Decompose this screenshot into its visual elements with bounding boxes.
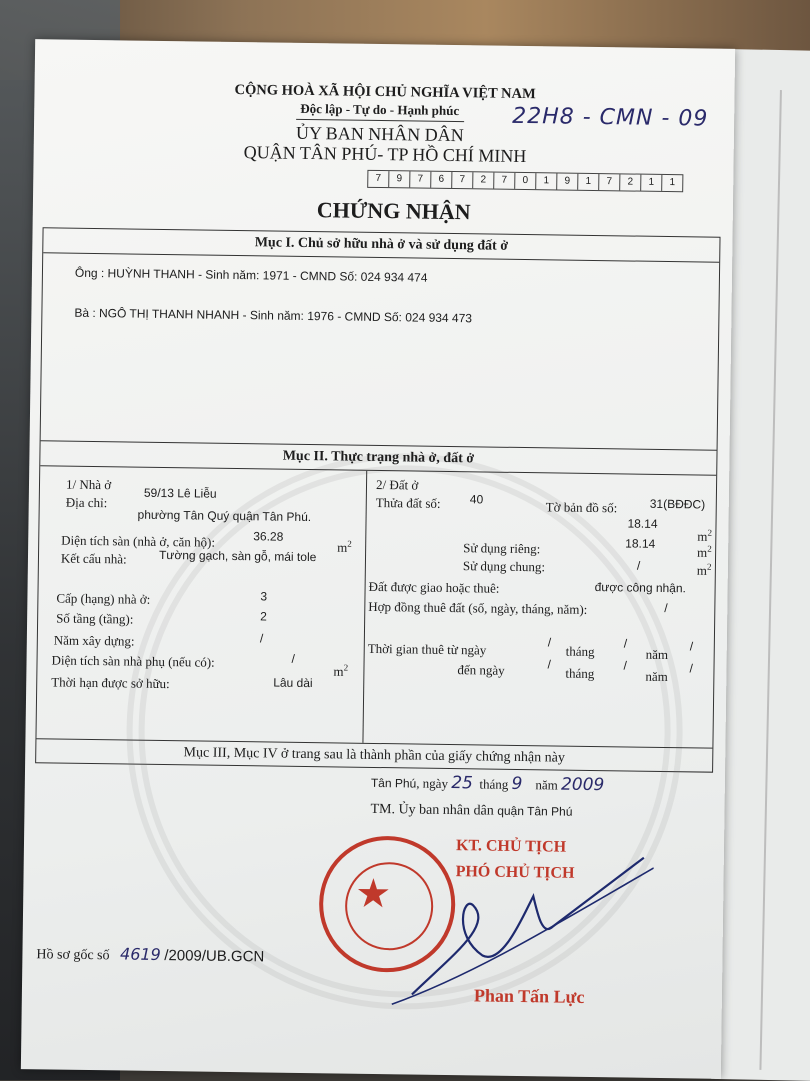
- serial-number-boxes: [367, 170, 683, 192]
- lease-to-year: /: [689, 661, 693, 676]
- common-use-label: Sử dụng chung:: [462, 558, 546, 575]
- owner-1-details: HUỲNH THANH - Sinh năm: 1971 - CMND Số: 024 934 474: [107, 266, 428, 285]
- signer-role-1: KT. CHỦ TỊCH: [455, 837, 567, 856]
- private-use-label: Sử dụng riêng:: [463, 540, 541, 557]
- parcel-label: Thửa đất số:: [375, 494, 441, 511]
- allocation-label: Đất được giao hoặc thuê:: [368, 578, 500, 596]
- lease-contract-label: Hợp đồng thuê đất (số, ngày, tháng, năm):: [368, 598, 588, 617]
- lease-to-month-label: tháng: [565, 665, 595, 682]
- signer-name: Phan Tấn Lực: [473, 985, 585, 1007]
- land-area-value: 18.14: [627, 516, 658, 531]
- issue-date-line: [371, 772, 605, 795]
- parcel-value: 40: [469, 492, 484, 507]
- serial-digit: 6: [431, 172, 452, 188]
- motto: Độc lập - Tự do - Hạnh phúc: [300, 100, 460, 119]
- section-3-note: Mục III, Mục IV ở trang sau là thành phần của giấy chứng nhận này: [36, 738, 712, 772]
- issue-month: 9: [511, 773, 523, 795]
- address-line-2: phường Tân Quý quận Tân Phú.: [137, 507, 312, 525]
- floor-area-value: 36.28: [253, 529, 284, 544]
- common-use-unit: m: [696, 562, 708, 578]
- lease-contract-value: /: [664, 601, 668, 616]
- org-line-1: ỦY BAN NHÂN DÂN: [295, 122, 464, 146]
- private-use-value: 18.14: [625, 536, 656, 551]
- private-use-unit: m: [697, 544, 708, 560]
- serial-digit: 7: [410, 171, 431, 187]
- district-name: quận Tân Phú: [497, 803, 573, 819]
- lease-to-day: /: [547, 657, 551, 672]
- lease-to-label: đến ngày: [457, 662, 505, 678]
- map-sheet-value: 31(BĐĐC): [649, 496, 706, 512]
- section-1-heading: Mục I. Chủ sở hữu nhà ở và sử dụng đất ở: [43, 228, 719, 262]
- house-label: 1/ Nhà ở: [65, 476, 112, 493]
- land-area-unit: m: [697, 528, 708, 544]
- year-label: năm: [535, 777, 558, 793]
- aux-area-value: /: [291, 651, 296, 666]
- owner-2-prefix: Bà :: [74, 305, 96, 321]
- certificate-page: [21, 39, 735, 1079]
- address-line-1: 59/13 Lê Liễu: [143, 485, 217, 501]
- ownership-term-label: Thời hạn được sở hữu:: [51, 674, 170, 692]
- serial-digit: 7: [368, 171, 389, 187]
- document-title: CHỨNG NHẬN: [316, 197, 471, 225]
- nation-heading: CỘNG HOÀ XÃ HỘI CHỦ NGHĨA VIỆT NAM: [234, 81, 536, 103]
- serial-digit: 7: [452, 172, 473, 188]
- aux-area-unit: m: [333, 663, 344, 679]
- aux-area-label: Diện tích sàn nhà phụ (nếu có):: [51, 652, 215, 670]
- grade-label: Cấp (hạng) nhà ở:: [56, 590, 151, 607]
- lease-to-year-label: năm: [645, 668, 668, 685]
- issue-place: Tân Phú: [370, 775, 417, 791]
- handwritten-reference: 22H8 - CMN - 09: [512, 103, 709, 132]
- owner-1-prefix: Ông :: [74, 265, 105, 281]
- address-label: Địa chỉ:: [65, 494, 108, 511]
- land-label: 2/ Đất ở: [375, 476, 419, 493]
- serial-digit: 9: [557, 173, 578, 189]
- certificate-table: Mục I. Chủ sở hữu nhà ở và sử dụng đất ở Ông : HUỲNH THANH - Sinh năm: 1971 - CMND Số: 024 934 474 Bà : NGÔ THỊ THANH NHANH - Sinh năm: 1976 - CMND Số: 024 934 473 Mục II. Thực trạng nhà ở, đất ở 1/ Nhà ở Địa chỉ: 59/13 Lê Liễu phường Tân Quý quận Tân Phú. Diện tích sàn (nhà ở, căn hộ): 36.28 $m^2$ Kết cấu nhà: Tường gạch, sàn gỗ, mái tole Cấp (hạng) nhà ở: 3 Số tầng (tầng): 2 Năm xây dựng: / Diện tích sàn nhà phụ (nếu có): / $m^2$ Thời hạn được sở hữu: Lâu dài 2/ Đất ở Thửa đất số: 40 Tờ bản đồ số: 31(BĐĐC) 18.14 $m^2$ Sử dụng riêng: 18.14 $m^2$ Sử dụng chung: / $m^2$ Đất được giao hoặc thuê: được công nhận. Hợp đồng thuê đất (số, ngày, tháng, năm): / Thời gian thuê từ ngày / tháng / năm / đến ngày / tháng / năm / Mục III, Mục IV ở trang sau là thành phần của giấy chứng nhận này: [35, 227, 720, 772]
- lease-from-month-label: tháng: [565, 643, 595, 660]
- file-number: 4619: [119, 944, 161, 965]
- structure-value: Tường gạch, sàn gỗ, mái tole: [158, 547, 317, 565]
- lease-from-month: /: [623, 636, 628, 651]
- star-icon: ★: [355, 870, 392, 917]
- common-use-value: /: [636, 558, 641, 573]
- serial-digit: 1: [641, 175, 662, 191]
- org-line-2: QUẬN TÂN PHÚ- TP HỒ CHÍ MINH: [243, 142, 527, 167]
- serial-digit: 7: [494, 173, 515, 189]
- lease-from-year-label: năm: [645, 646, 669, 663]
- signer-role-2: PHÓ CHỦ TỊCH: [455, 863, 575, 882]
- floors-value: 2: [260, 609, 267, 624]
- floor-area-label: Diện tích sàn (nhà ở, căn hộ):: [61, 532, 216, 550]
- on-behalf-label: TM. Ủy ban nhân dân: [370, 801, 494, 819]
- allocation-value: được công nhận.: [594, 580, 687, 596]
- date-label: , ngày: [416, 775, 449, 791]
- map-sheet-label: Tờ bản đồ số:: [545, 499, 618, 516]
- ownership-term-value: Lâu dài: [273, 675, 313, 691]
- grade-value: 3: [260, 589, 268, 604]
- section-2-heading: Mục II. Thực trạng nhà ở, đất ở: [40, 440, 716, 475]
- lease-from-year: /: [689, 639, 694, 654]
- serial-digit: 2: [620, 174, 641, 190]
- file-label: Hồ sơ gốc số: [36, 947, 110, 964]
- motto-underline: [296, 119, 464, 122]
- file-suffix: /2009/UB.GCN: [164, 947, 265, 966]
- year-built-value: /: [259, 631, 264, 646]
- structure-label: Kết cấu nhà:: [60, 550, 127, 567]
- owner-2-details: NGÔ THỊ THANH NHANH - Sinh năm: 1976 - CMND Số: 024 934 473: [98, 306, 473, 326]
- month-label: tháng: [479, 776, 509, 792]
- file-number-line: [36, 943, 264, 966]
- serial-digit: 7: [599, 174, 620, 190]
- lease-from-day: /: [547, 635, 552, 650]
- serial-digit: 9: [389, 171, 410, 187]
- serial-digit: 1: [536, 173, 557, 189]
- issue-year: 2009: [560, 774, 605, 796]
- lease-to-month: /: [623, 658, 627, 673]
- floors-label: Số tầng (tầng):: [56, 610, 134, 627]
- serial-digit: 2: [473, 172, 494, 188]
- serial-digit: 1: [669, 177, 676, 189]
- floor-area-unit: m: [337, 539, 348, 555]
- serial-digit: 1: [578, 174, 599, 190]
- issue-day: 25: [451, 773, 474, 794]
- year-built-label: Năm xây dựng:: [53, 632, 135, 649]
- lease-from-label: Thời gian thuê từ ngày: [367, 640, 487, 658]
- serial-digit: 0: [515, 173, 536, 189]
